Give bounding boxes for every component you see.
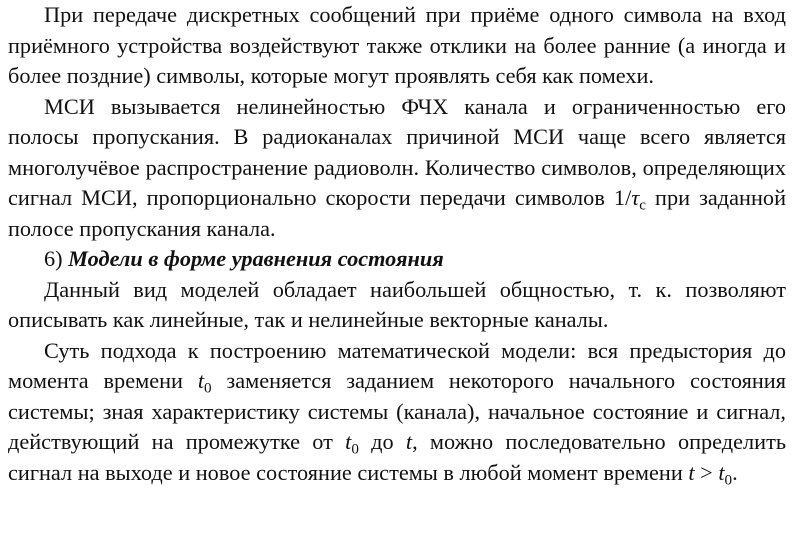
isi-causes-text: МСИ вызывается нелинейностью ФЧХ канала и ограниченностью его полосы пропускания. В радиоканалах причиной МСИ чаще всего является многолучёвое распространение радиоволн. Количество символов, определяющих сигнал МСИ, пропорционально скорости передачи символов 1/ [8,93,786,210]
var-t0-3: t [718,459,725,485]
var-t0-1: t [197,368,205,393]
approach-gt: > [694,459,719,485]
var-t0-2: t [345,429,352,454]
approach-text-d: , можно последовательно определить сигнал на выходе и новое состояние системы в любой момент времени [8,429,786,485]
isi-causes-tail: при заданной полосе пропускания канала. [8,185,786,241]
paragraph-isi-causes [8,92,786,245]
section-title: Модели в форме уравнения состояния [68,246,444,271]
var-t-1: t [405,429,413,454]
paragraph-approach [8,336,786,489]
document-page [8,0,786,488]
var-t0-3-sub: 0 [724,471,733,489]
approach-end: . [732,459,738,485]
paragraph-intro: При передаче дискретных сообщений при приёме одного символа на вход приёмного устройства воздействуют также отклики на более ранние (а иногда и более поздние) символы, которые могут проявлять себя как помехи. [8,2,786,88]
paragraph-model-generality: Данный вид моделей обладает наибольшей общностью, т. к. позволяют описывать как линейные, так и нелинейные векторные каналы. [8,276,786,332]
approach-text-a: Суть подхода к построению математической модели: вся предыстория до момента времени [8,337,786,393]
approach-text-c: до [358,429,406,454]
section-heading [8,244,786,275]
section-number: 6) [44,246,63,271]
var-t-2: t [688,459,695,485]
approach-text-b: заменяется заданием некоторого начального состояния системы; зная характеристику системы (канала), начальное состояние и сигнал, действующий на промежутке от [8,368,786,454]
tau-symbol: τ [631,185,640,210]
tau-subscript: c [639,196,646,214]
var-t0-1-sub: 0 [204,379,212,397]
var-t0-2-sub: 0 [351,440,359,458]
